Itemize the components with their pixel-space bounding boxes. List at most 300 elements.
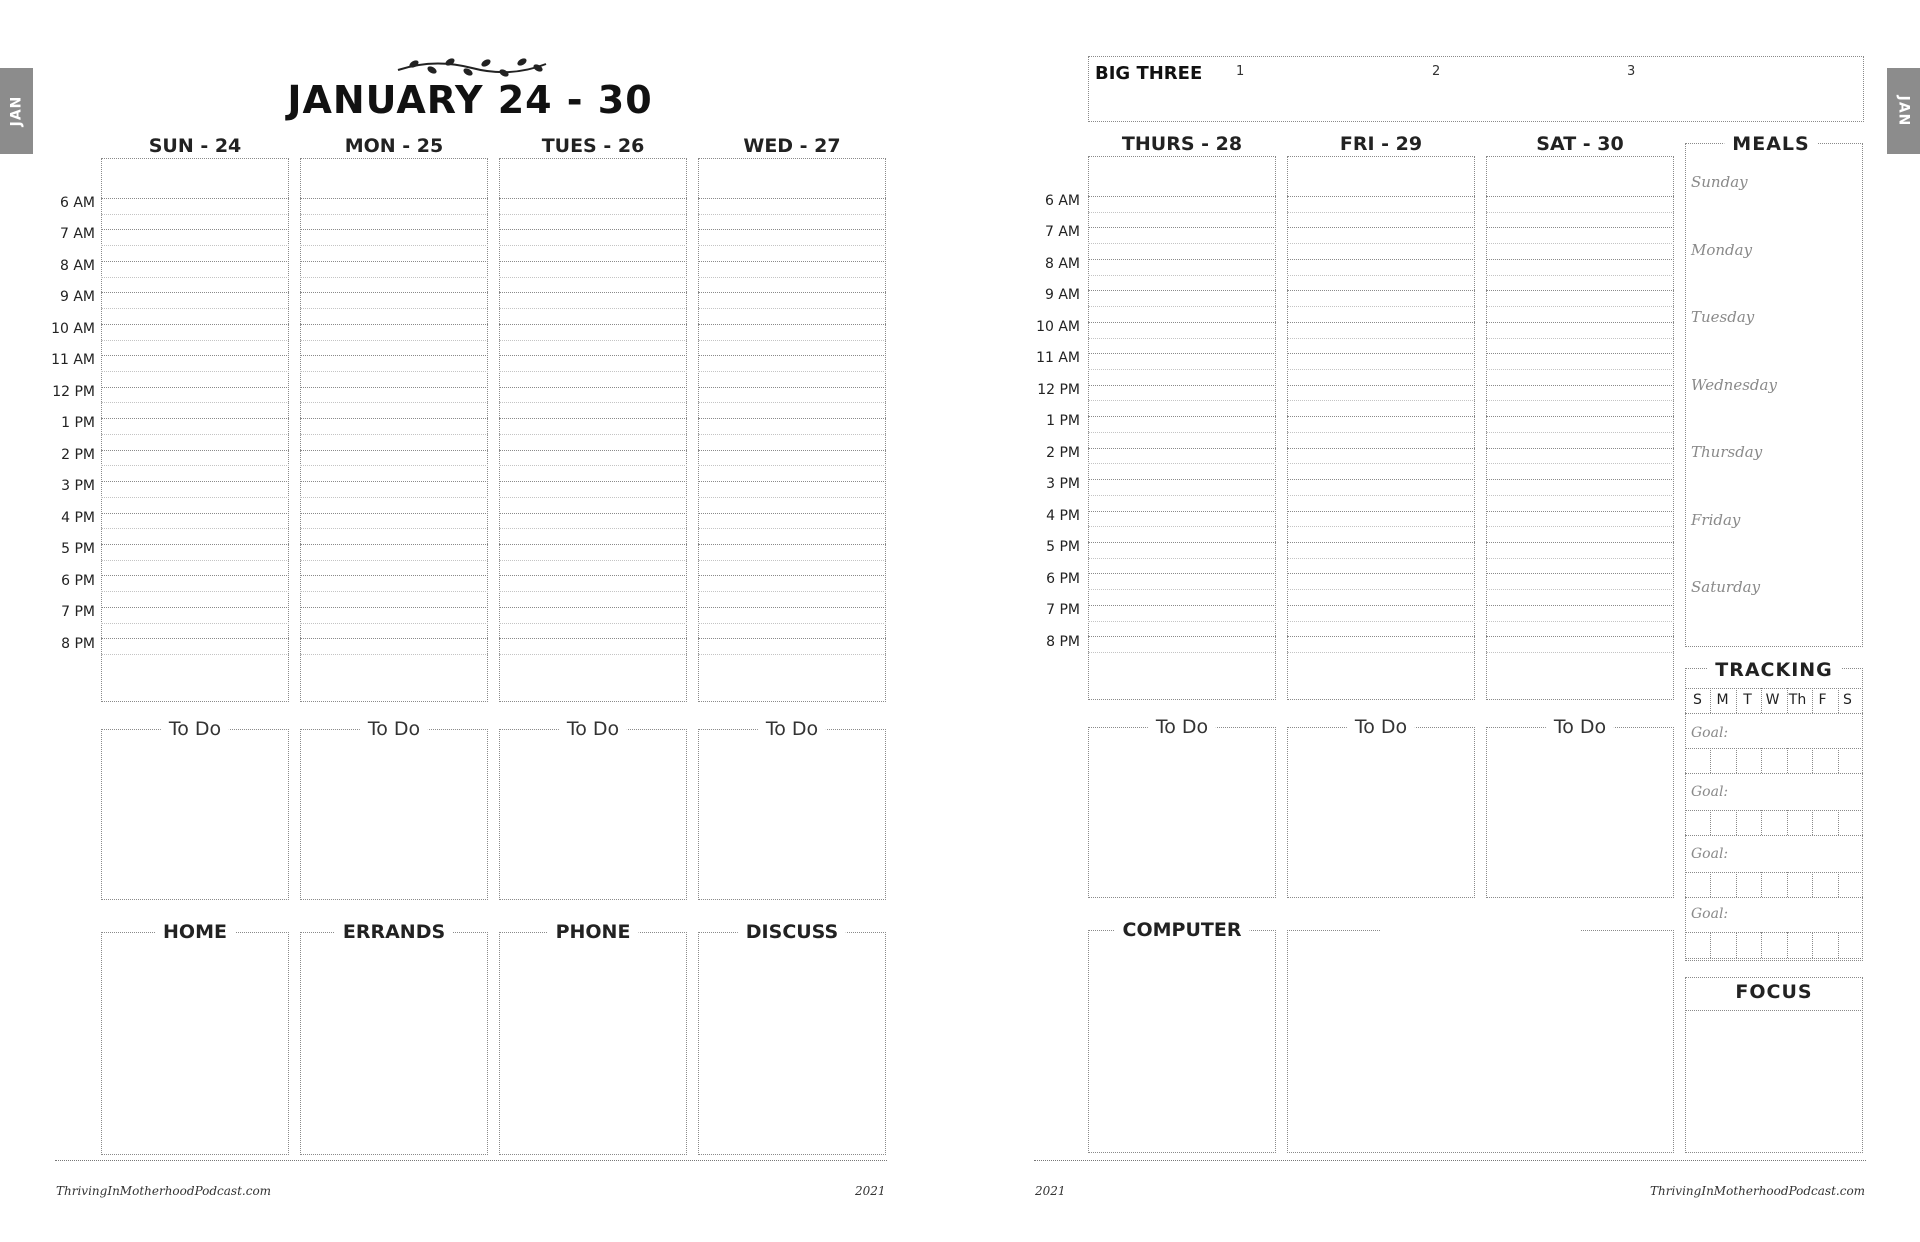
time-label: 12 PM <box>1037 382 1080 398</box>
tracking-day-s: S <box>1693 692 1702 708</box>
half-hour-line <box>1486 369 1674 370</box>
hour-line <box>300 638 488 639</box>
hour-line <box>1486 322 1674 323</box>
week-title: JANUARY 24 - 30 <box>287 78 653 122</box>
hour-line <box>1486 573 1674 574</box>
hour-line <box>101 638 289 639</box>
half-hour-line <box>698 497 886 498</box>
hour-line <box>1486 511 1674 512</box>
tracking-title: TRACKING <box>1707 659 1841 681</box>
hour-line <box>1088 636 1276 637</box>
half-hour-line <box>1486 432 1674 433</box>
half-hour-line <box>1486 243 1674 244</box>
hour-line <box>1486 542 1674 543</box>
half-hour-line <box>300 340 488 341</box>
tracking-cell-divider <box>1710 810 1711 835</box>
hour-line <box>1486 290 1674 291</box>
time-label: 4 PM <box>61 510 95 526</box>
time-label: 4 PM <box>1046 508 1080 524</box>
tracking-cell-divider <box>1710 872 1711 897</box>
tracking-day-t: T <box>1743 692 1752 708</box>
hour-line <box>101 261 289 262</box>
half-hour-line <box>1287 275 1475 276</box>
goal-label[interactable]: Goal: <box>1691 846 1729 862</box>
todo-box-thurs[interactable] <box>1088 727 1276 898</box>
half-hour-line <box>1287 400 1475 401</box>
half-hour-line <box>1287 495 1475 496</box>
time-label: 5 PM <box>61 541 95 557</box>
hour-line <box>101 198 289 199</box>
errands-box[interactable] <box>300 932 488 1155</box>
tracking-day-th: Th <box>1788 692 1807 708</box>
hour-line <box>1486 448 1674 449</box>
hour-line <box>698 229 886 230</box>
hour-line <box>698 513 886 514</box>
hour-line <box>300 513 488 514</box>
hour-line <box>499 292 687 293</box>
hour-line <box>101 229 289 230</box>
notes-box[interactable] <box>1287 930 1674 1153</box>
half-hour-line <box>1088 369 1276 370</box>
hour-line <box>499 324 687 325</box>
half-hour-line <box>1486 589 1674 590</box>
half-hour-line <box>101 434 289 435</box>
tracking-cell-divider <box>1736 748 1737 773</box>
tracking-cell-divider <box>1736 872 1737 897</box>
hour-line <box>300 418 488 419</box>
computer-box[interactable] <box>1088 930 1276 1153</box>
focus-title: FOCUS <box>1735 981 1813 1003</box>
hour-line <box>698 450 886 451</box>
tracking-cell-divider <box>1838 872 1839 897</box>
phone-box[interactable] <box>499 932 687 1155</box>
footer-rule-left <box>55 1160 887 1161</box>
tracking-day-f: F <box>1818 692 1827 708</box>
half-hour-line <box>499 497 687 498</box>
discuss-label: DISCUSS <box>738 921 846 943</box>
hour-line <box>101 607 289 608</box>
big-three-number-1: 1 <box>1236 64 1245 79</box>
half-hour-line <box>300 308 488 309</box>
home-label: HOME <box>155 921 235 943</box>
hour-line <box>300 292 488 293</box>
half-hour-line <box>499 308 687 309</box>
todo-box-tues[interactable] <box>499 729 687 900</box>
time-label: 6 PM <box>1046 571 1080 587</box>
half-hour-line <box>1486 495 1674 496</box>
hour-line <box>101 387 289 388</box>
home-box[interactable] <box>101 932 289 1155</box>
day-header-fri: FRI - 29 <box>1339 133 1423 155</box>
footer-year-right: 2021 <box>1035 1184 1066 1198</box>
hour-line <box>1486 605 1674 606</box>
half-hour-line <box>698 528 886 529</box>
hour-line <box>698 481 886 482</box>
hour-line <box>1088 322 1276 323</box>
half-hour-line <box>698 277 886 278</box>
hour-line <box>1088 259 1276 260</box>
schedule-column-sun[interactable] <box>101 158 289 702</box>
hour-line <box>1287 259 1475 260</box>
hour-line <box>1287 542 1475 543</box>
half-hour-line <box>1287 589 1475 590</box>
half-hour-line <box>1088 243 1276 244</box>
todo-box-mon[interactable] <box>300 729 488 900</box>
todo-box-sun[interactable] <box>101 729 289 900</box>
time-label: 12 PM <box>52 384 95 400</box>
half-hour-line <box>300 277 488 278</box>
half-hour-line <box>698 402 886 403</box>
tracking-cell-divider <box>1761 872 1762 897</box>
half-hour-line <box>1088 212 1276 213</box>
meal-day-sunday: Sunday <box>1691 173 1748 191</box>
hour-line <box>1486 385 1674 386</box>
schedule-column-mon[interactable] <box>300 158 488 702</box>
big-three-number-3: 3 <box>1627 64 1636 79</box>
day-header-mon: MON - 25 <box>344 135 444 157</box>
hour-line <box>101 481 289 482</box>
hour-line <box>300 575 488 576</box>
tracking-row-line <box>1685 872 1863 873</box>
todo-label-sun: To Do <box>161 718 229 740</box>
hour-line <box>101 450 289 451</box>
meals-title: MEALS <box>1724 133 1817 155</box>
hour-line <box>1287 416 1475 417</box>
half-hour-line <box>1287 306 1475 307</box>
hour-line <box>1088 511 1276 512</box>
hour-line <box>300 607 488 608</box>
half-hour-line <box>101 654 289 655</box>
todo-label-fri: To Do <box>1347 716 1415 738</box>
hour-line <box>499 607 687 608</box>
hour-line <box>101 544 289 545</box>
hour-line <box>101 292 289 293</box>
day-header-sat: SAT - 30 <box>1536 133 1624 155</box>
half-hour-line <box>1088 338 1276 339</box>
month-tab-right-label: JAN <box>1895 95 1912 127</box>
month-tab-left-label: JAN <box>8 95 25 127</box>
tracking-cell-divider <box>1736 932 1737 958</box>
half-hour-line <box>101 308 289 309</box>
hour-line <box>300 387 488 388</box>
month-tab-left[interactable] <box>0 68 33 154</box>
tracking-cell-divider <box>1838 748 1839 773</box>
hour-line <box>300 261 488 262</box>
hour-line <box>698 575 886 576</box>
hour-line <box>698 355 886 356</box>
hour-line <box>300 450 488 451</box>
hour-line <box>1287 385 1475 386</box>
time-label: 2 PM <box>61 447 95 463</box>
tracking-day-m: M <box>1716 692 1729 708</box>
half-hour-line <box>1486 621 1674 622</box>
half-hour-line <box>698 340 886 341</box>
hour-line <box>1088 573 1276 574</box>
hour-line <box>698 418 886 419</box>
half-hour-line <box>300 623 488 624</box>
hour-line <box>499 387 687 388</box>
half-hour-line <box>1088 400 1276 401</box>
hour-line <box>300 544 488 545</box>
hour-line <box>1287 511 1475 512</box>
hour-line <box>1088 416 1276 417</box>
hour-line <box>499 229 687 230</box>
goal-label[interactable]: Goal: <box>1691 906 1729 922</box>
month-tab-right[interactable] <box>1887 68 1920 154</box>
time-label: 11 AM <box>51 352 95 368</box>
tracking-cell-divider <box>1710 932 1711 958</box>
todo-label-wed: To Do <box>758 718 826 740</box>
day-header-thurs: THURS - 28 <box>1121 133 1243 155</box>
hour-line <box>101 324 289 325</box>
todo-box-fri[interactable] <box>1287 727 1475 898</box>
half-hour-line <box>1486 306 1674 307</box>
hour-line <box>1287 227 1475 228</box>
half-hour-line <box>499 434 687 435</box>
time-label: 6 PM <box>61 573 95 589</box>
hour-line <box>499 355 687 356</box>
flourish-ornament <box>394 54 550 80</box>
tracking-row-line <box>1685 688 1863 689</box>
big-three-number-2: 2 <box>1432 64 1441 79</box>
half-hour-line <box>101 245 289 246</box>
hour-line <box>698 387 886 388</box>
focus-box[interactable] <box>1685 977 1863 1153</box>
day-header-sun: SUN - 24 <box>148 135 242 157</box>
half-hour-line <box>1486 212 1674 213</box>
half-hour-line <box>698 434 886 435</box>
footer-site-left: ThrivingInMotherhoodPodcast.com <box>56 1184 272 1198</box>
time-label: 5 PM <box>1046 539 1080 555</box>
meal-day-friday: Friday <box>1691 511 1741 529</box>
focus-divider <box>1685 1010 1863 1011</box>
half-hour-line <box>698 371 886 372</box>
hour-line <box>698 261 886 262</box>
hour-line <box>698 292 886 293</box>
half-hour-line <box>1088 432 1276 433</box>
time-label: 10 AM <box>51 321 95 337</box>
half-hour-line <box>1088 526 1276 527</box>
hour-line <box>1486 479 1674 480</box>
todo-box-sat[interactable] <box>1486 727 1674 898</box>
half-hour-line <box>300 402 488 403</box>
tracking-cell-divider <box>1812 748 1813 773</box>
hour-line <box>1088 196 1276 197</box>
schedule-column-wed[interactable] <box>698 158 886 702</box>
schedule-column-sat[interactable] <box>1486 156 1674 700</box>
half-hour-line <box>1088 621 1276 622</box>
hour-line <box>1287 290 1475 291</box>
half-hour-line <box>499 340 687 341</box>
tracking-row-line <box>1685 810 1863 811</box>
half-hour-line <box>1088 463 1276 464</box>
hour-line <box>1287 448 1475 449</box>
tracking-row-line <box>1685 773 1863 774</box>
half-hour-line <box>300 245 488 246</box>
time-label: 10 AM <box>1036 319 1080 335</box>
todo-label-tues: To Do <box>559 718 627 740</box>
tracking-cell-divider <box>1761 810 1762 835</box>
time-label: 8 AM <box>59 258 95 274</box>
footer-rule-right <box>1034 1160 1866 1161</box>
half-hour-line <box>101 560 289 561</box>
half-hour-line <box>499 465 687 466</box>
half-hour-line <box>1287 526 1475 527</box>
hour-line <box>499 450 687 451</box>
hour-line <box>101 418 289 419</box>
meal-day-thursday: Thursday <box>1691 443 1763 461</box>
tracking-cell-divider <box>1787 932 1788 958</box>
time-label: 8 PM <box>61 636 95 652</box>
hour-line <box>300 355 488 356</box>
hour-line <box>101 355 289 356</box>
half-hour-line <box>1088 306 1276 307</box>
hour-line <box>1088 227 1276 228</box>
half-hour-line <box>1486 275 1674 276</box>
meals-box[interactable] <box>1685 143 1863 647</box>
half-hour-line <box>499 245 687 246</box>
hour-line <box>1287 322 1475 323</box>
big-three-label: BIG THREE <box>1095 63 1203 84</box>
half-hour-line <box>1088 275 1276 276</box>
hour-line <box>499 638 687 639</box>
time-label: 3 PM <box>1046 476 1080 492</box>
schedule-column-fri[interactable] <box>1287 156 1475 700</box>
goal-label[interactable]: Goal: <box>1691 784 1729 800</box>
goal-label[interactable]: Goal: <box>1691 725 1729 741</box>
half-hour-line <box>300 465 488 466</box>
hour-line <box>1287 479 1475 480</box>
half-hour-line <box>300 560 488 561</box>
todo-box-wed[interactable] <box>698 729 886 900</box>
tracking-cell-divider <box>1736 810 1737 835</box>
half-hour-line <box>1287 369 1475 370</box>
half-hour-line <box>698 591 886 592</box>
half-hour-line <box>499 371 687 372</box>
tracking-row-line <box>1685 748 1863 749</box>
half-hour-line <box>499 528 687 529</box>
hour-line <box>1088 290 1276 291</box>
meal-day-wednesday: Wednesday <box>1691 376 1777 394</box>
hour-line <box>1088 353 1276 354</box>
meal-day-saturday: Saturday <box>1691 578 1761 596</box>
half-hour-line <box>300 654 488 655</box>
tracking-cell-divider <box>1812 872 1813 897</box>
time-label: 7 AM <box>59 226 95 242</box>
meal-day-monday: Monday <box>1691 241 1753 259</box>
tracking-day-w: W <box>1765 692 1780 708</box>
tracking-row-line <box>1685 897 1863 898</box>
time-label: 1 PM <box>1046 413 1080 429</box>
half-hour-line <box>499 277 687 278</box>
hour-line <box>499 513 687 514</box>
todo-label-thurs: To Do <box>1148 716 1216 738</box>
time-label: 7 PM <box>1046 602 1080 618</box>
hour-line <box>698 607 886 608</box>
hour-line <box>499 418 687 419</box>
hour-line <box>499 261 687 262</box>
half-hour-line <box>698 465 886 466</box>
hour-line <box>1486 196 1674 197</box>
hour-line <box>300 198 488 199</box>
tracking-cell-divider <box>1787 872 1788 897</box>
hour-line <box>698 544 886 545</box>
tracking-cell-divider <box>1812 810 1813 835</box>
half-hour-line <box>1088 652 1276 653</box>
tracking-cell-divider <box>1838 810 1839 835</box>
tracking-cell-divider <box>1787 748 1788 773</box>
hour-line <box>1088 605 1276 606</box>
half-hour-line <box>698 654 886 655</box>
hour-line <box>1287 636 1475 637</box>
hour-line <box>1486 227 1674 228</box>
half-hour-line <box>1287 432 1475 433</box>
notes-box-gap <box>1380 926 1580 934</box>
half-hour-line <box>300 497 488 498</box>
half-hour-line <box>1287 243 1475 244</box>
half-hour-line <box>698 214 886 215</box>
big-three-box[interactable] <box>1088 56 1864 122</box>
half-hour-line <box>300 434 488 435</box>
half-hour-line <box>1486 652 1674 653</box>
half-hour-line <box>499 560 687 561</box>
time-label: 2 PM <box>1046 445 1080 461</box>
hour-line <box>1287 196 1475 197</box>
time-label: 6 AM <box>1044 193 1080 209</box>
hour-line <box>499 544 687 545</box>
discuss-box[interactable] <box>698 932 886 1155</box>
half-hour-line <box>101 623 289 624</box>
meal-day-tuesday: Tuesday <box>1691 308 1755 326</box>
errands-label: ERRANDS <box>335 921 453 943</box>
day-header-tues: TUES - 26 <box>541 135 645 157</box>
hour-line <box>499 481 687 482</box>
half-hour-line <box>1287 558 1475 559</box>
time-label: 7 PM <box>61 604 95 620</box>
time-label: 9 AM <box>59 289 95 305</box>
half-hour-line <box>499 654 687 655</box>
hour-line <box>1486 636 1674 637</box>
half-hour-line <box>499 591 687 592</box>
half-hour-line <box>101 371 289 372</box>
schedule-column-tues[interactable] <box>499 158 687 702</box>
tracking-row-line <box>1685 713 1863 714</box>
half-hour-line <box>499 402 687 403</box>
half-hour-line <box>101 277 289 278</box>
tracking-cell-divider <box>1838 932 1839 958</box>
half-hour-line <box>1287 338 1475 339</box>
hour-line <box>1486 416 1674 417</box>
hour-line <box>1088 448 1276 449</box>
tracking-row-line <box>1685 958 1863 959</box>
half-hour-line <box>300 591 488 592</box>
half-hour-line <box>1088 495 1276 496</box>
hour-line <box>698 638 886 639</box>
footer-site-right: ThrivingInMotherhoodPodcast.com <box>1650 1184 1866 1198</box>
tracking-cell-divider <box>1761 932 1762 958</box>
time-label: 8 PM <box>1046 634 1080 650</box>
schedule-column-thurs[interactable] <box>1088 156 1276 700</box>
half-hour-line <box>101 591 289 592</box>
hour-line <box>300 481 488 482</box>
tracking-cell-divider <box>1710 748 1711 773</box>
day-header-wed: WED - 27 <box>743 135 841 157</box>
tracking-day-s2: S <box>1843 692 1852 708</box>
half-hour-line <box>499 623 687 624</box>
half-hour-line <box>1486 400 1674 401</box>
hour-line <box>1088 479 1276 480</box>
half-hour-line <box>499 214 687 215</box>
